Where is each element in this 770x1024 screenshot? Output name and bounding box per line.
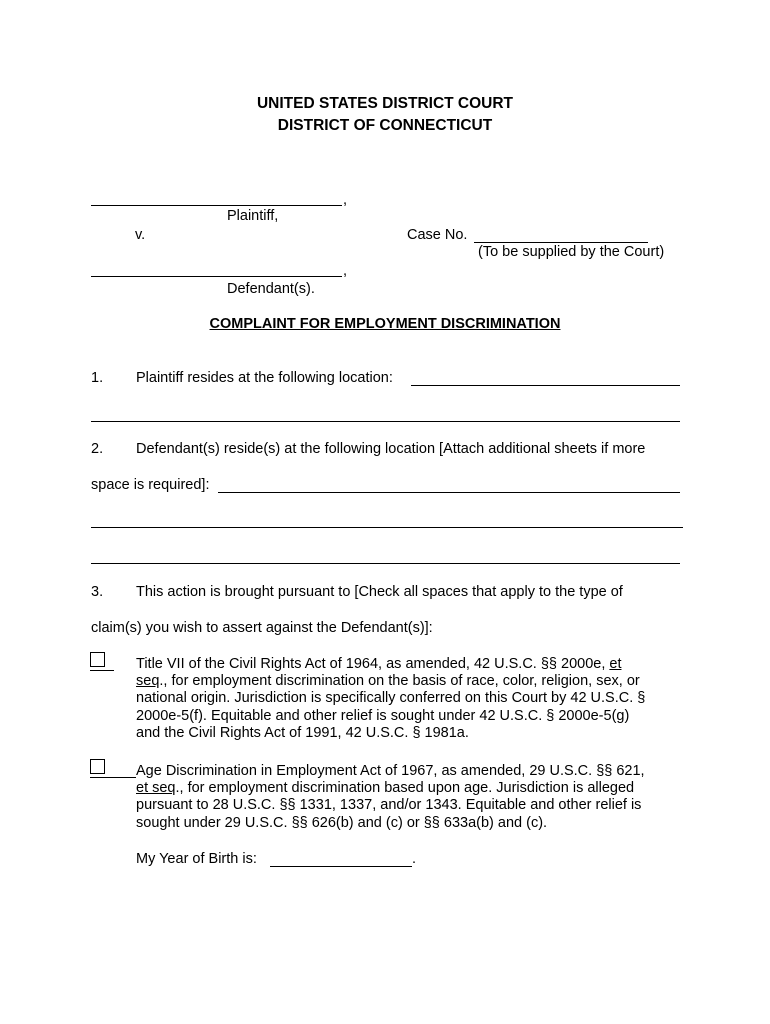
item3-text: This action is brought pursuant to [Check all spaces that apply to the type of: [136, 584, 623, 600]
title-vii-line5: and the Civil Rights Act of 1991, 42 U.S.C. § 1981a.: [136, 725, 469, 741]
court-district: DISTRICT OF CONNECTICUT: [277, 117, 493, 134]
plaintiff-location-field[interactable]: [411, 385, 680, 386]
court-name: UNITED STATES DISTRICT COURT: [256, 95, 514, 112]
item2-text: Defendant(s) reside(s) at the following location [Attach additional sheets if more: [136, 441, 646, 457]
title-vii-line2: seq., for employment discrimination on the basis of race, color, religion, sex, or: [136, 673, 640, 689]
birth-year-period: .: [412, 851, 417, 867]
case-no-label: Case No.: [407, 227, 468, 243]
adea-line2: et seq., for employment discrimination based upon age. Jurisdiction is alleged: [136, 780, 635, 796]
defendant-comma: ,: [343, 263, 348, 279]
title-vii-checkbox[interactable]: [90, 652, 105, 667]
adea-line4: sought under 29 U.S.C. §§ 626(b) and (c) or §§ 633a(b) and (c).: [136, 815, 548, 831]
plaintiff-name-field[interactable]: [91, 205, 342, 206]
defendant-location-field-3[interactable]: [91, 563, 680, 564]
defendant-name-field[interactable]: [91, 276, 342, 277]
item3-number: 3.: [91, 584, 104, 600]
adea-checkbox[interactable]: [90, 759, 105, 774]
defendants-label: Defendant(s).: [227, 281, 315, 297]
complaint-heading: COMPLAINT FOR EMPLOYMENT DISCRIMINATION: [209, 316, 561, 332]
adea-line1: Age Discrimination in Employment Act of 1967, as amended, 29 U.S.C. §§ 621,: [136, 763, 645, 779]
plaintiff-label: Plaintiff,: [227, 208, 279, 224]
title-vii-line3: national origin. Jurisdiction is specifically conferred on this Court by 42 U.S.C. §: [136, 690, 646, 706]
item2-number: 2.: [91, 441, 104, 457]
item1-number: 1.: [91, 370, 104, 386]
item3-continuation: claim(s) you wish to assert against the Defendant(s)]:: [91, 620, 433, 636]
defendant-location-field-2[interactable]: [91, 527, 683, 528]
defendant-location-field[interactable]: [218, 492, 680, 493]
item1-text: Plaintiff resides at the following location:: [136, 370, 393, 386]
plaintiff-comma: ,: [343, 192, 348, 208]
birth-year-field[interactable]: [270, 866, 412, 867]
case-no-note: (To be supplied by the Court): [478, 244, 665, 260]
plaintiff-location-field-2[interactable]: [91, 421, 680, 422]
case-no-field[interactable]: [474, 242, 648, 243]
item2-continuation: space is required]:: [91, 477, 210, 493]
adea-check-line: [90, 777, 136, 778]
title-vii-line4: 2000e-5(f). Equitable and other relief is sought under 42 U.S.C. § 2000e-5(g): [136, 708, 630, 724]
birth-year-label: My Year of Birth is:: [136, 851, 257, 867]
title-vii-check-line: [90, 670, 114, 671]
adea-line3: pursuant to 28 U.S.C. §§ 1331, 1337, and/or 1343. Equitable and other relief is: [136, 797, 642, 813]
title-vii-line1: Title VII of the Civil Rights Act of 1964, as amended, 42 U.S.C. §§ 2000e, et: [136, 656, 622, 672]
versus-label: v.: [135, 227, 146, 243]
